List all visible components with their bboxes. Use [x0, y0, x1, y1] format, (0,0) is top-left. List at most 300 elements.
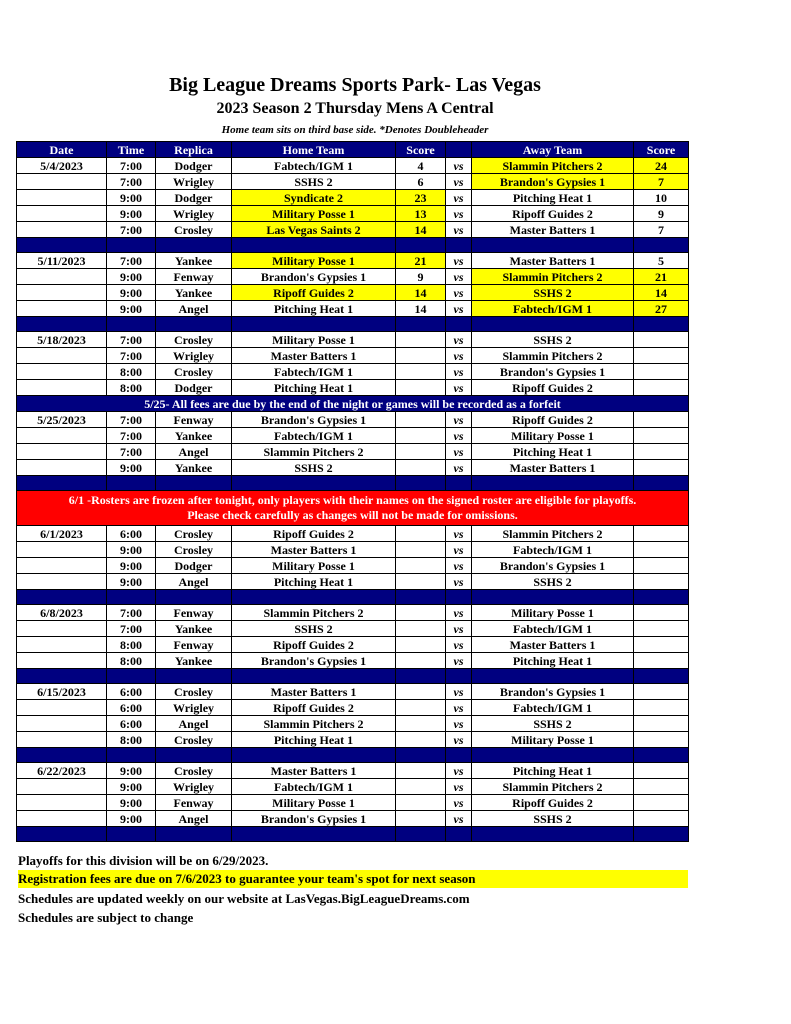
game-time: 8:00: [107, 732, 156, 748]
game-date: [17, 460, 107, 476]
game-date: [17, 348, 107, 364]
header-date: Date: [17, 142, 107, 158]
game-row: [17, 348, 689, 364]
away-score: [634, 364, 689, 380]
home-score: 13: [396, 206, 446, 222]
game-time: 7:00: [107, 348, 156, 364]
game-date: [17, 811, 107, 827]
home-score: [396, 795, 446, 811]
away-score: 7: [634, 174, 689, 190]
away-score: 7: [634, 222, 689, 238]
home-score: [396, 558, 446, 574]
away-team: SSHS 2: [472, 574, 634, 590]
home-score: [396, 605, 446, 621]
home-score: [396, 412, 446, 428]
vs-label: vs: [446, 269, 472, 285]
separator-cell: [17, 238, 107, 253]
separator-cell: [107, 827, 156, 842]
game-date: 5/4/2023: [17, 158, 107, 174]
vs-label: vs: [446, 732, 472, 748]
change-note: Schedules are subject to change: [18, 910, 194, 925]
vs-label: vs: [446, 526, 472, 542]
home-team: Military Posse 1: [232, 206, 396, 222]
vs-label: vs: [446, 222, 472, 238]
separator-cell: [634, 827, 689, 842]
separator-cell: [396, 476, 446, 491]
game-field: Fenway: [156, 637, 232, 653]
away-team: Pitching Heat 1: [472, 444, 634, 460]
home-score: [396, 460, 446, 476]
separator-cell: [17, 827, 107, 842]
game-time: 8:00: [107, 380, 156, 396]
separator-cell: [446, 827, 472, 842]
home-score: [396, 621, 446, 637]
home-team: Fabtech/IGM 1: [232, 158, 396, 174]
away-score: [634, 380, 689, 396]
separator-cell: [17, 669, 107, 684]
game-row: [17, 605, 689, 621]
game-field: Yankee: [156, 621, 232, 637]
separator-cell: [472, 827, 634, 842]
game-field: Crosley: [156, 684, 232, 700]
game-field: Wrigley: [156, 174, 232, 190]
home-score: [396, 637, 446, 653]
vs-label: vs: [446, 444, 472, 460]
home-score: [396, 779, 446, 795]
home-team: Military Posse 1: [232, 795, 396, 811]
game-row: [17, 206, 689, 222]
away-team: Fabtech/IGM 1: [472, 621, 634, 637]
vs-label: vs: [446, 574, 472, 590]
vs-label: vs: [446, 460, 472, 476]
game-date: [17, 190, 107, 206]
away-team: Fabtech/IGM 1: [472, 301, 634, 317]
game-row: [17, 269, 689, 285]
away-team: SSHS 2: [472, 285, 634, 301]
game-row: [17, 621, 689, 637]
away-score: [634, 332, 689, 348]
separator-cell: [156, 317, 232, 332]
week-separator: [17, 238, 689, 253]
game-time: 9:00: [107, 779, 156, 795]
header-home-score: Score: [396, 142, 446, 158]
game-date: [17, 716, 107, 732]
game-row: [17, 716, 689, 732]
home-score: [396, 332, 446, 348]
game-date: [17, 380, 107, 396]
header-away-team: Away Team: [472, 142, 634, 158]
home-score: 4: [396, 158, 446, 174]
away-team: SSHS 2: [472, 716, 634, 732]
game-field: Dodger: [156, 558, 232, 574]
home-score: [396, 364, 446, 380]
away-team: Slammin Pitchers 2: [472, 779, 634, 795]
separator-cell: [472, 590, 634, 605]
separator-cell: [472, 748, 634, 763]
away-score: [634, 684, 689, 700]
away-team: Ripoff Guides 2: [472, 206, 634, 222]
game-time: 7:00: [107, 428, 156, 444]
game-row: [17, 779, 689, 795]
away-score: [634, 716, 689, 732]
game-row: [17, 700, 689, 716]
home-team: Pitching Heat 1: [232, 301, 396, 317]
home-team: Military Posse 1: [232, 253, 396, 269]
game-date: [17, 558, 107, 574]
game-field: Dodger: [156, 158, 232, 174]
away-score: [634, 558, 689, 574]
game-date: [17, 222, 107, 238]
game-date: [17, 637, 107, 653]
game-date: [17, 700, 107, 716]
separator-cell: [107, 669, 156, 684]
game-field: Wrigley: [156, 700, 232, 716]
vs-label: vs: [446, 332, 472, 348]
game-date: 6/8/2023: [17, 605, 107, 621]
game-time: 9:00: [107, 301, 156, 317]
separator-cell: [232, 476, 396, 491]
game-time: 7:00: [107, 605, 156, 621]
away-score: [634, 444, 689, 460]
home-team: Fabtech/IGM 1: [232, 428, 396, 444]
separator-cell: [472, 238, 634, 253]
week-separator: [17, 669, 689, 684]
separator-cell: [156, 590, 232, 605]
game-time: 8:00: [107, 637, 156, 653]
game-row: [17, 811, 689, 827]
game-date: [17, 444, 107, 460]
home-score: [396, 574, 446, 590]
away-score: [634, 700, 689, 716]
vs-label: vs: [446, 700, 472, 716]
game-time: 9:00: [107, 206, 156, 222]
game-time: 9:00: [107, 269, 156, 285]
game-date: 5/11/2023: [17, 253, 107, 269]
game-time: 9:00: [107, 558, 156, 574]
vs-label: vs: [446, 621, 472, 637]
away-score: [634, 653, 689, 669]
separator-cell: [396, 317, 446, 332]
game-time: 7:00: [107, 444, 156, 460]
game-field: Crosley: [156, 542, 232, 558]
game-field: Angel: [156, 301, 232, 317]
game-row: [17, 380, 689, 396]
vs-label: vs: [446, 653, 472, 669]
away-score: [634, 811, 689, 827]
away-team: Brandon's Gypsies 1: [472, 558, 634, 574]
separator-cell: [396, 669, 446, 684]
separator-cell: [17, 476, 107, 491]
home-score: 21: [396, 253, 446, 269]
vs-label: vs: [446, 206, 472, 222]
home-team: Pitching Heat 1: [232, 380, 396, 396]
home-score: 14: [396, 301, 446, 317]
week-separator: [17, 827, 689, 842]
game-row: [17, 190, 689, 206]
home-score: [396, 380, 446, 396]
home-score: 9: [396, 269, 446, 285]
roster-alert-line: Please check carefully as changes will not be made for omissions.: [187, 508, 518, 522]
away-team: Brandon's Gypsies 1: [472, 174, 634, 190]
game-time: 9:00: [107, 542, 156, 558]
separator-cell: [472, 476, 634, 491]
home-team: Military Posse 1: [232, 332, 396, 348]
vs-label: vs: [446, 174, 472, 190]
week-separator: [17, 476, 689, 491]
game-time: 7:00: [107, 158, 156, 174]
game-row: [17, 460, 689, 476]
game-row: [17, 444, 689, 460]
home-team: Las Vegas Saints 2: [232, 222, 396, 238]
game-row: [17, 653, 689, 669]
away-team: Military Posse 1: [472, 605, 634, 621]
away-score: [634, 621, 689, 637]
away-team: Pitching Heat 1: [472, 653, 634, 669]
home-team: Master Batters 1: [232, 542, 396, 558]
separator-cell: [232, 669, 396, 684]
away-score: [634, 526, 689, 542]
game-field: Crosley: [156, 763, 232, 779]
separator-cell: [396, 590, 446, 605]
game-field: Angel: [156, 716, 232, 732]
home-team: Slammin Pitchers 2: [232, 716, 396, 732]
home-team: Brandon's Gypsies 1: [232, 269, 396, 285]
separator-cell: [634, 669, 689, 684]
home-score: [396, 732, 446, 748]
away-team: Brandon's Gypsies 1: [472, 684, 634, 700]
separator-cell: [232, 238, 396, 253]
game-date: 5/25/2023: [17, 412, 107, 428]
week-separator: [17, 317, 689, 332]
away-score: 10: [634, 190, 689, 206]
header-vs: [446, 142, 472, 158]
separator-cell: [232, 590, 396, 605]
vs-label: vs: [446, 795, 472, 811]
game-date: [17, 174, 107, 190]
away-score: [634, 460, 689, 476]
home-score: [396, 716, 446, 732]
away-score: 9: [634, 206, 689, 222]
home-score: [396, 684, 446, 700]
vs-label: vs: [446, 364, 472, 380]
game-date: [17, 779, 107, 795]
separator-cell: [396, 827, 446, 842]
game-row: [17, 558, 689, 574]
season-subtitle: 2023 Season 2 Thursday Mens A Central: [216, 100, 494, 117]
game-field: Fenway: [156, 795, 232, 811]
home-team: Pitching Heat 1: [232, 574, 396, 590]
separator-cell: [446, 317, 472, 332]
game-field: Yankee: [156, 253, 232, 269]
game-field: Crosley: [156, 332, 232, 348]
separator-cell: [107, 238, 156, 253]
away-score: [634, 605, 689, 621]
game-time: 7:00: [107, 412, 156, 428]
home-team: Ripoff Guides 2: [232, 285, 396, 301]
away-team: Ripoff Guides 2: [472, 380, 634, 396]
game-row: [17, 253, 689, 269]
separator-cell: [156, 748, 232, 763]
schedule-note: Home team sits on third base side. *Denotes Doubleheader: [221, 124, 489, 136]
separator-cell: [17, 317, 107, 332]
game-row: [17, 526, 689, 542]
game-field: Yankee: [156, 428, 232, 444]
game-time: 9:00: [107, 763, 156, 779]
game-time: 7:00: [107, 332, 156, 348]
game-time: 6:00: [107, 526, 156, 542]
fees-notice-row: [17, 396, 689, 412]
away-team: Slammin Pitchers 2: [472, 158, 634, 174]
separator-cell: [446, 669, 472, 684]
game-time: 6:00: [107, 684, 156, 700]
game-field: Wrigley: [156, 779, 232, 795]
game-date: [17, 269, 107, 285]
home-score: 23: [396, 190, 446, 206]
away-team: Pitching Heat 1: [472, 763, 634, 779]
separator-cell: [446, 238, 472, 253]
game-field: Dodger: [156, 380, 232, 396]
game-date: 6/1/2023: [17, 526, 107, 542]
vs-label: vs: [446, 558, 472, 574]
game-row: [17, 428, 689, 444]
game-field: Fenway: [156, 412, 232, 428]
separator-cell: [156, 827, 232, 842]
separator-cell: [446, 590, 472, 605]
game-time: 9:00: [107, 811, 156, 827]
vs-label: vs: [446, 779, 472, 795]
away-team: Fabtech/IGM 1: [472, 700, 634, 716]
home-score: [396, 542, 446, 558]
game-date: [17, 364, 107, 380]
game-date: [17, 542, 107, 558]
home-team: Ripoff Guides 2: [232, 526, 396, 542]
home-team: Master Batters 1: [232, 763, 396, 779]
game-date: [17, 428, 107, 444]
game-row: [17, 174, 689, 190]
separator-cell: [107, 317, 156, 332]
game-field: Fenway: [156, 269, 232, 285]
home-team: Brandon's Gypsies 1: [232, 653, 396, 669]
separator-cell: [107, 476, 156, 491]
separator-cell: [107, 748, 156, 763]
game-row: [17, 332, 689, 348]
away-team: SSHS 2: [472, 811, 634, 827]
home-team: Master Batters 1: [232, 684, 396, 700]
home-team: Ripoff Guides 2: [232, 700, 396, 716]
home-score: [396, 526, 446, 542]
game-field: Crosley: [156, 222, 232, 238]
game-date: [17, 795, 107, 811]
away-team: Military Posse 1: [472, 428, 634, 444]
roster-alert: [17, 491, 689, 526]
away-score: [634, 732, 689, 748]
away-team: Slammin Pitchers 2: [472, 269, 634, 285]
home-team: Fabtech/IGM 1: [232, 779, 396, 795]
vs-label: vs: [446, 637, 472, 653]
separator-cell: [446, 476, 472, 491]
vs-label: vs: [446, 763, 472, 779]
website-note: Schedules are updated weekly on our website at LasVegas.BigLeagueDreams.com: [18, 891, 470, 906]
game-field: Crosley: [156, 526, 232, 542]
home-score: [396, 811, 446, 827]
game-row: [17, 158, 689, 174]
away-score: 5: [634, 253, 689, 269]
game-date: [17, 301, 107, 317]
separator-cell: [107, 590, 156, 605]
game-row: [17, 732, 689, 748]
game-time: 9:00: [107, 795, 156, 811]
vs-label: vs: [446, 542, 472, 558]
home-score: [396, 428, 446, 444]
away-score: 21: [634, 269, 689, 285]
game-field: Yankee: [156, 285, 232, 301]
separator-cell: [232, 317, 396, 332]
away-team: Fabtech/IGM 1: [472, 542, 634, 558]
vs-label: vs: [446, 348, 472, 364]
separator-cell: [634, 476, 689, 491]
home-team: Slammin Pitchers 2: [232, 444, 396, 460]
game-time: 9:00: [107, 574, 156, 590]
away-team: Master Batters 1: [472, 222, 634, 238]
home-team: Ripoff Guides 2: [232, 637, 396, 653]
game-row: [17, 364, 689, 380]
game-date: [17, 621, 107, 637]
game-time: 8:00: [107, 653, 156, 669]
away-team: Slammin Pitchers 2: [472, 348, 634, 364]
vs-label: vs: [446, 380, 472, 396]
separator-cell: [396, 238, 446, 253]
game-field: Crosley: [156, 732, 232, 748]
separator-cell: [232, 827, 396, 842]
separator-cell: [634, 317, 689, 332]
away-team: Pitching Heat 1: [472, 190, 634, 206]
home-team: Fabtech/IGM 1: [232, 364, 396, 380]
vs-label: vs: [446, 428, 472, 444]
separator-cell: [472, 669, 634, 684]
vs-label: vs: [446, 684, 472, 700]
game-row: [17, 301, 689, 317]
vs-label: vs: [446, 716, 472, 732]
separator-cell: [472, 317, 634, 332]
away-score: [634, 637, 689, 653]
separator-cell: [156, 238, 232, 253]
home-score: 6: [396, 174, 446, 190]
vs-label: vs: [446, 605, 472, 621]
game-date: [17, 574, 107, 590]
game-date: [17, 653, 107, 669]
game-row: [17, 412, 689, 428]
game-time: 6:00: [107, 700, 156, 716]
game-date: 5/18/2023: [17, 332, 107, 348]
game-time: 7:00: [107, 174, 156, 190]
home-score: [396, 763, 446, 779]
game-time: 9:00: [107, 190, 156, 206]
playoffs-note: Playoffs for this division will be on 6/29/2023.: [18, 853, 269, 868]
home-team: Brandon's Gypsies 1: [232, 811, 396, 827]
home-score: [396, 348, 446, 364]
game-date: [17, 206, 107, 222]
game-field: Crosley: [156, 364, 232, 380]
week-separator: [17, 748, 689, 763]
game-time: 8:00: [107, 364, 156, 380]
schedule-table: [16, 141, 689, 842]
game-row: [17, 795, 689, 811]
away-score: 14: [634, 285, 689, 301]
vs-label: vs: [446, 253, 472, 269]
game-row: [17, 285, 689, 301]
away-team: Brandon's Gypsies 1: [472, 364, 634, 380]
separator-cell: [396, 748, 446, 763]
